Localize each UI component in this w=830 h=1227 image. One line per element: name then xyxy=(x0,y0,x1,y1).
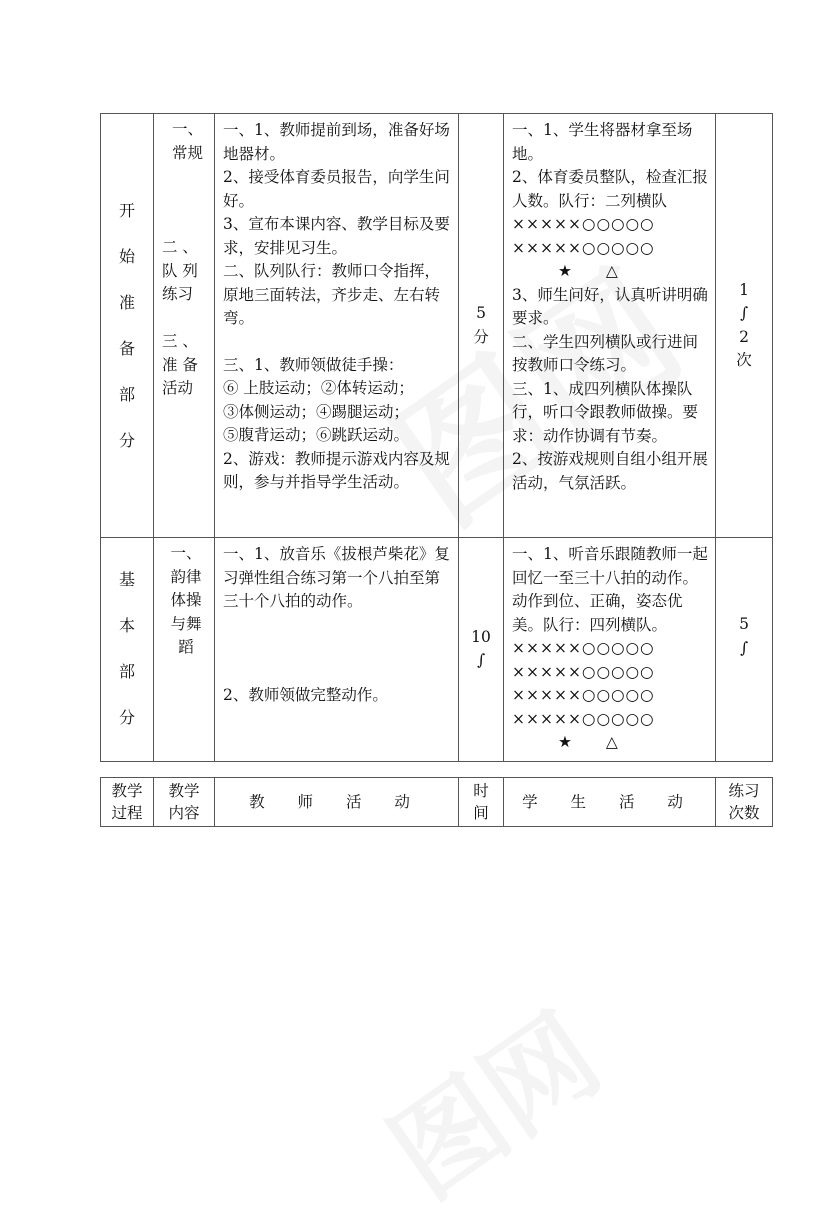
student-text: 一、1、学生将器材拿至场地。 xyxy=(512,121,693,163)
reps-cell-basic xyxy=(716,538,773,762)
header-row xyxy=(101,778,773,827)
header-text: 教学 内容 xyxy=(168,782,200,822)
student-text: 三、1、成四列横队体操队行，听口令跟教师做操。要求：动作协调有节奏。 xyxy=(512,379,699,445)
watermark xyxy=(355,971,626,1227)
stage-char: 部 xyxy=(118,384,135,404)
header-text: 教学 过程 xyxy=(111,782,143,822)
formation-row: ×××××○○○○○ xyxy=(512,639,655,657)
stage-char: 始 xyxy=(118,246,135,266)
stage-char: 分 xyxy=(118,430,135,450)
stage-char: 准 xyxy=(118,292,135,312)
teacher-star-icon: ★ xyxy=(558,262,572,280)
teacher-text: 三、1、教师领做徒手操： xyxy=(223,355,404,374)
teacher-activity-cell-basic xyxy=(215,538,459,762)
header-reps xyxy=(716,778,773,827)
stage-cell-basic xyxy=(101,538,154,762)
content-label: 一、 韵律 体操 与舞 蹈 xyxy=(170,544,202,656)
teacher-text: 一、1、教师提前到场，准备好场地器材。 xyxy=(223,121,450,163)
stage-char: 基 xyxy=(118,570,135,590)
student-text: 一、1、听音乐跟随教师一起回忆一至三十八拍的动作。动作到位、正确，姿态优美。队行：四列横队。 xyxy=(512,545,708,634)
start-section-row xyxy=(101,114,773,538)
formation-markers xyxy=(512,260,711,284)
formation-row: ×××××○○○○○ xyxy=(512,238,655,257)
header-table xyxy=(100,777,773,827)
student-text: 2、体育委员整队，检查汇报人数。队行：二列横队 xyxy=(512,168,708,210)
teacher-text: 2、教师领做完整动作。 xyxy=(223,685,388,704)
content-label: 一、 常规 xyxy=(172,120,204,162)
stage-char: 分 xyxy=(118,708,135,728)
content-cell-basic xyxy=(154,538,215,762)
time-value: 10 xyxy=(471,627,491,646)
header-time xyxy=(459,778,504,827)
reps-text: 2 xyxy=(739,327,749,346)
header-text: 练习 次数 xyxy=(728,782,760,822)
teacher-text: 二、队列队行：教师口令指挥，原地三面转法，齐步走、左右转弯。 xyxy=(223,262,441,327)
teacher-text: 3、宣布本课内容、教学目标及要求，安排见习生。 xyxy=(223,215,450,257)
header-text: 时 间 xyxy=(473,782,489,822)
header-text: 教 师 活 动 xyxy=(249,793,424,811)
student-activity-cell-basic xyxy=(504,538,716,762)
header-student xyxy=(504,778,716,827)
reps-text: 5 xyxy=(739,615,749,633)
basic-section-row xyxy=(101,538,773,762)
student-text: 3、师生问好，认真听讲明确要求。 xyxy=(512,285,708,327)
student-text: 2、按游戏规则自组小组开展活动，气氛活跃。 xyxy=(512,450,708,492)
time-cell-start xyxy=(459,114,504,538)
teacher-text: 2、游戏：教师提示游戏内容及规则，参与并指导学生活动。 xyxy=(223,449,450,491)
stage-char: 部 xyxy=(118,662,135,682)
teacher-star-icon: ★ xyxy=(558,733,572,751)
reps-text: 1 xyxy=(739,280,749,299)
time-cell-basic xyxy=(459,538,504,762)
teacher-text: ⑤腹背运动；⑥跳跃运动。 xyxy=(223,426,410,444)
teacher-text: 一、1、放音乐《拔根芦柴花》复习弹性组合练习第一个八拍至第三十个八拍的动作。 xyxy=(223,545,450,610)
formation-row: ×××××○○○○○ xyxy=(512,662,655,681)
header-process xyxy=(101,778,154,827)
stage-char: 开 xyxy=(118,200,135,220)
student-text: 二、学生四列横队或行进间按教师口令练习。 xyxy=(512,332,699,374)
reps-text: ∫ xyxy=(739,304,749,322)
header-teacher xyxy=(215,778,459,827)
reps-cell-start xyxy=(716,114,773,538)
time-unit: ∫ xyxy=(476,651,486,670)
teacher-text: ③体侧运动；④踢腿运动； xyxy=(223,402,410,421)
reps-text: ∫ xyxy=(739,638,749,657)
formation-row: ×××××○○○○○ xyxy=(512,686,655,704)
teacher-text: 2、接受体育委员报告，向学生问好。 xyxy=(223,168,450,210)
content-label: 三 、 准 备 活动 xyxy=(162,332,198,397)
formation-row: ×××××○○○○○ xyxy=(512,709,655,728)
content-cell-start xyxy=(154,114,215,538)
teacher-text: ⑥ 上肢运动；②体转运动； xyxy=(223,379,414,397)
formation-row: ×××××○○○○○ xyxy=(512,215,655,233)
triangle-icon: △ xyxy=(605,262,618,280)
stage-cell-start xyxy=(101,114,154,538)
lesson-plan-table xyxy=(100,113,773,762)
reps-text: 次 xyxy=(736,351,752,369)
header-content xyxy=(154,778,215,827)
formation-markers xyxy=(512,731,711,755)
triangle-icon: △ xyxy=(605,733,618,751)
time-unit: 分 xyxy=(473,327,489,346)
stage-char: 本 xyxy=(118,616,135,636)
teacher-activity-cell-start xyxy=(215,114,459,538)
content-label: 二 、 队 列 练习 xyxy=(162,238,198,303)
student-activity-cell-start xyxy=(504,114,716,538)
stage-char: 备 xyxy=(118,338,135,358)
time-value: 5 xyxy=(476,304,486,322)
header-text: 学 生 活 动 xyxy=(522,793,697,811)
